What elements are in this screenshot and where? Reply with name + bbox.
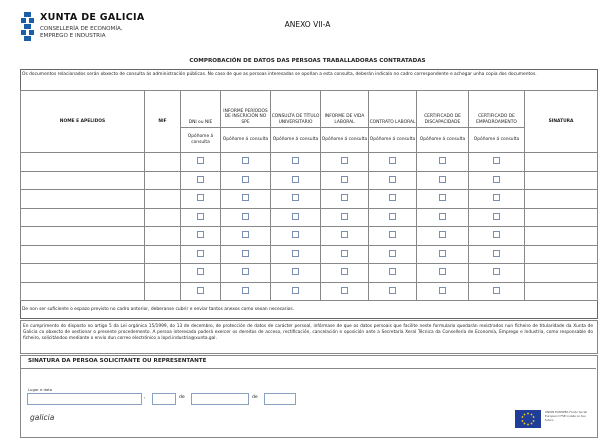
oppose-checkbox[interactable] (242, 194, 249, 201)
name-cell[interactable] (21, 153, 145, 172)
oppose-checkbox[interactable] (292, 250, 299, 257)
checkbox-cell (221, 264, 271, 283)
doc-column-header: CERTIFICADO DE EMPADROAMENTO (469, 91, 525, 128)
signature-cell[interactable] (525, 153, 598, 172)
table-row (21, 153, 598, 172)
name-cell[interactable] (21, 282, 145, 301)
nif-cell[interactable] (145, 264, 181, 283)
oppose-checkbox[interactable] (389, 268, 396, 275)
table-row (21, 282, 598, 301)
checkbox-cell (417, 190, 469, 209)
oppose-checkbox[interactable] (341, 213, 348, 220)
oppose-checkbox[interactable] (341, 176, 348, 183)
checkbox-cell (369, 227, 417, 246)
checkbox-cell (221, 282, 271, 301)
oppose-checkbox[interactable] (389, 250, 396, 257)
checkbox-cell (181, 264, 221, 283)
doc-column-header: CERTIFICADO DE DISCAPACIDADE (417, 91, 469, 128)
checkbox-cell (321, 245, 369, 264)
table-row (21, 208, 598, 227)
oppose-checkbox[interactable] (197, 213, 204, 220)
footnote: De non ser suficiente o espazo previsto no cadro anterior, deberanse cubrir e enviar tantos anexos como sexan necesarios. (22, 307, 295, 312)
oppose-checkbox[interactable] (389, 176, 396, 183)
checkbox-cell (417, 264, 469, 283)
oppose-checkbox[interactable] (341, 231, 348, 238)
workers-table (20, 90, 598, 301)
table-row (21, 190, 598, 209)
nif-column-header: NIF (145, 91, 181, 153)
oppose-checkbox[interactable] (493, 194, 500, 201)
nif-cell[interactable] (145, 282, 181, 301)
oppose-consultation-label: Opóñome á consulta (321, 128, 369, 153)
checkbox-cell (369, 190, 417, 209)
oppose-checkbox[interactable] (493, 176, 500, 183)
checkbox-cell (321, 190, 369, 209)
table-row (21, 245, 598, 264)
place-field[interactable] (27, 393, 142, 405)
name-cell[interactable] (21, 245, 145, 264)
signature-cell[interactable] (525, 208, 598, 227)
checkbox-cell (321, 208, 369, 227)
eu-caption: UNIÓN EUROPEA Fondo Social Europeo O FSE inviste no teu futuro (545, 410, 588, 422)
checkbox-cell (271, 245, 321, 264)
checkbox-cell (181, 171, 221, 190)
checkbox-cell (321, 153, 369, 172)
checkbox-cell (469, 227, 525, 246)
checkbox-cell (271, 171, 321, 190)
checkbox-cell (221, 245, 271, 264)
checkbox-cell (369, 208, 417, 227)
checkbox-cell (221, 190, 271, 209)
oppose-checkbox[interactable] (197, 250, 204, 257)
doc-column-header: CONSULTA DE TÍTULO UNIVERSITARIO (271, 91, 321, 128)
nif-cell[interactable] (145, 227, 181, 246)
oppose-checkbox[interactable] (493, 250, 500, 257)
day-field[interactable] (152, 393, 176, 405)
checkbox-cell (271, 282, 321, 301)
checkbox-cell (181, 153, 221, 172)
comma-separator: , (144, 395, 146, 400)
oppose-checkbox[interactable] (439, 157, 446, 164)
checkbox-cell (321, 171, 369, 190)
checkbox-cell (369, 171, 417, 190)
oppose-consultation-label: Opóñome á consulta (369, 128, 417, 153)
eu-flag-icon (515, 410, 541, 428)
checkbox-cell (369, 153, 417, 172)
checkbox-cell (181, 208, 221, 227)
oppose-checkbox[interactable] (197, 268, 204, 275)
checkbox-cell (181, 227, 221, 246)
privacy-notice: En cumprimento do disposto no artigo 5 da Lei orgánica 15/1999, do 13 de decembro, de protección de datos de carácter persoal, infórmase de que os datos persoais que facilite neste formulario quedarán rexistrados nun ficheiro de titularidade da Xunta de Galicia co obxecto de xestionar o presente procedemento. A persoa interesada poderá exercer os dereitos de acceso, rectificación, cancelación e oposición ante a Secretaría Xeral Técnica da Consellería de Economía, Emprego e Industria, como responsable do ficheiro, solicitándoo mediante o envío dun correo electrónico a lopd.industria@xunta.gal. (23, 324, 593, 342)
document-title: COMPROBACIÓN DE DATOS DAS PERSOAS TRABALLADORAS CONTRATADAS (189, 58, 426, 64)
department-line-1: CONSELLERÍA DE ECONOMÍA, (40, 26, 123, 32)
oppose-checkbox[interactable] (389, 231, 396, 238)
doc-column-header: CONTRATO LABORAL (369, 91, 417, 128)
nif-cell[interactable] (145, 245, 181, 264)
month-field[interactable] (191, 393, 249, 405)
checkbox-cell (369, 282, 417, 301)
oppose-checkbox[interactable] (292, 287, 299, 294)
oppose-checkbox[interactable] (389, 213, 396, 220)
signature-cell[interactable] (525, 245, 598, 264)
eu-stars-icon (515, 410, 541, 428)
checkbox-cell (469, 171, 525, 190)
oppose-checkbox[interactable] (292, 213, 299, 220)
oppose-checkbox[interactable] (439, 287, 446, 294)
oppose-consultation-label: Opóñome á consulta (271, 128, 321, 153)
oppose-checkbox[interactable] (341, 268, 348, 275)
checkbox-cell (181, 190, 221, 209)
oppose-consultation-label: Opóñome á consulta (221, 128, 271, 153)
checkbox-cell (271, 264, 321, 283)
oppose-checkbox[interactable] (292, 176, 299, 183)
checkbox-cell (417, 153, 469, 172)
oppose-checkbox[interactable] (292, 231, 299, 238)
oppose-checkbox[interactable] (493, 213, 500, 220)
department-line-2: EMPREGO E INDUSTRIA (40, 33, 106, 39)
oppose-checkbox[interactable] (493, 157, 500, 164)
doc-column-header: DNI ou NIE (181, 91, 221, 128)
oppose-checkbox[interactable] (242, 157, 249, 164)
signature-title: SINATURA DA PERSOA SOLICITANTE OU REPRESENTANTE (28, 358, 207, 364)
checkbox-cell (181, 245, 221, 264)
oppose-checkbox[interactable] (242, 287, 249, 294)
galicia-footer-logo: galicia (30, 413, 55, 422)
nif-cell[interactable] (145, 190, 181, 209)
oppose-checkbox[interactable] (389, 157, 396, 164)
oppose-checkbox[interactable] (197, 287, 204, 294)
oppose-checkbox[interactable] (197, 194, 204, 201)
checkbox-cell (469, 153, 525, 172)
de-separator-1: de (179, 395, 185, 400)
oppose-checkbox[interactable] (197, 157, 204, 164)
oppose-checkbox[interactable] (493, 287, 500, 294)
year-field[interactable] (264, 393, 296, 405)
doc-column-header: INFORME DE VIDA LABORAL (321, 91, 369, 128)
checkbox-cell (469, 190, 525, 209)
signature-cell[interactable] (525, 171, 598, 190)
checkbox-cell (221, 208, 271, 227)
oppose-checkbox[interactable] (242, 213, 249, 220)
oppose-checkbox[interactable] (439, 176, 446, 183)
place-date-label: Lugar e data (28, 387, 53, 392)
checkbox-cell (369, 245, 417, 264)
oppose-checkbox[interactable] (341, 194, 348, 201)
checkbox-cell (321, 282, 369, 301)
name-cell[interactable] (21, 227, 145, 246)
oppose-consultation-label: Opóñome á consulta (469, 128, 525, 153)
table-row (21, 264, 598, 283)
checkbox-cell (417, 227, 469, 246)
annex-label: ANEXO VII-A (284, 20, 331, 29)
checkbox-cell (271, 153, 321, 172)
intro-text: Os documentos relacionados serán obxecto de consulta ás administración públicas. No caso de que as persoas interesadas se opoñan a esta consulta, deberán indicalo no cadro correspondente e achegar unha copia dos documentos. (22, 72, 537, 77)
nif-cell[interactable] (145, 153, 181, 172)
oppose-checkbox[interactable] (439, 231, 446, 238)
nif-cell[interactable] (145, 171, 181, 190)
oppose-checkbox[interactable] (439, 194, 446, 201)
signature-cell[interactable] (525, 227, 598, 246)
checkbox-cell (469, 245, 525, 264)
checkbox-cell (417, 282, 469, 301)
oppose-checkbox[interactable] (493, 231, 500, 238)
oppose-consultation-label: Opóñome á consulta (181, 128, 221, 153)
name-cell[interactable] (21, 264, 145, 283)
table-row (21, 171, 598, 190)
checkbox-cell (221, 227, 271, 246)
checkbox-cell (221, 153, 271, 172)
signature-column-header: SINATURA (525, 91, 598, 153)
oppose-checkbox[interactable] (439, 213, 446, 220)
oppose-checkbox[interactable] (292, 157, 299, 164)
signature-cell[interactable] (525, 282, 598, 301)
checkbox-cell (321, 264, 369, 283)
oppose-checkbox[interactable] (242, 250, 249, 257)
signature-cell[interactable] (525, 264, 598, 283)
table-row (21, 227, 598, 246)
checkbox-cell (321, 227, 369, 246)
oppose-checkbox[interactable] (341, 250, 348, 257)
oppose-checkbox[interactable] (292, 268, 299, 275)
name-column-header: NOME E APELIDOS (21, 91, 145, 153)
de-separator-2: de (252, 395, 258, 400)
checkbox-cell (469, 208, 525, 227)
checkbox-cell (417, 208, 469, 227)
nif-cell[interactable] (145, 208, 181, 227)
oppose-checkbox[interactable] (242, 231, 249, 238)
checkbox-cell (417, 245, 469, 264)
oppose-checkbox[interactable] (197, 176, 204, 183)
checkbox-cell (469, 282, 525, 301)
oppose-checkbox[interactable] (341, 157, 348, 164)
checkbox-cell (271, 227, 321, 246)
checkbox-cell (181, 282, 221, 301)
oppose-consultation-label: Opóñome á consulta (417, 128, 469, 153)
checkbox-cell (417, 171, 469, 190)
signature-cell[interactable] (525, 190, 598, 209)
name-cell[interactable] (21, 171, 145, 190)
name-cell[interactable] (21, 208, 145, 227)
oppose-checkbox[interactable] (439, 250, 446, 257)
oppose-checkbox[interactable] (341, 287, 348, 294)
checkbox-cell (271, 208, 321, 227)
oppose-checkbox[interactable] (292, 194, 299, 201)
oppose-checkbox[interactable] (389, 194, 396, 201)
checkbox-cell (369, 264, 417, 283)
oppose-checkbox[interactable] (389, 287, 396, 294)
oppose-checkbox[interactable] (439, 268, 446, 275)
oppose-checkbox[interactable] (493, 268, 500, 275)
name-cell[interactable] (21, 190, 145, 209)
oppose-checkbox[interactable] (197, 231, 204, 238)
oppose-checkbox[interactable] (242, 268, 249, 275)
doc-column-header: INFORME PERÍODOS DE INSCRICIÓN NO SPE (221, 91, 271, 128)
checkbox-cell (271, 190, 321, 209)
brand-name: XUNTA DE GALICIA (40, 12, 145, 23)
checkbox-cell (469, 264, 525, 283)
checkbox-cell (221, 171, 271, 190)
oppose-checkbox[interactable] (242, 176, 249, 183)
